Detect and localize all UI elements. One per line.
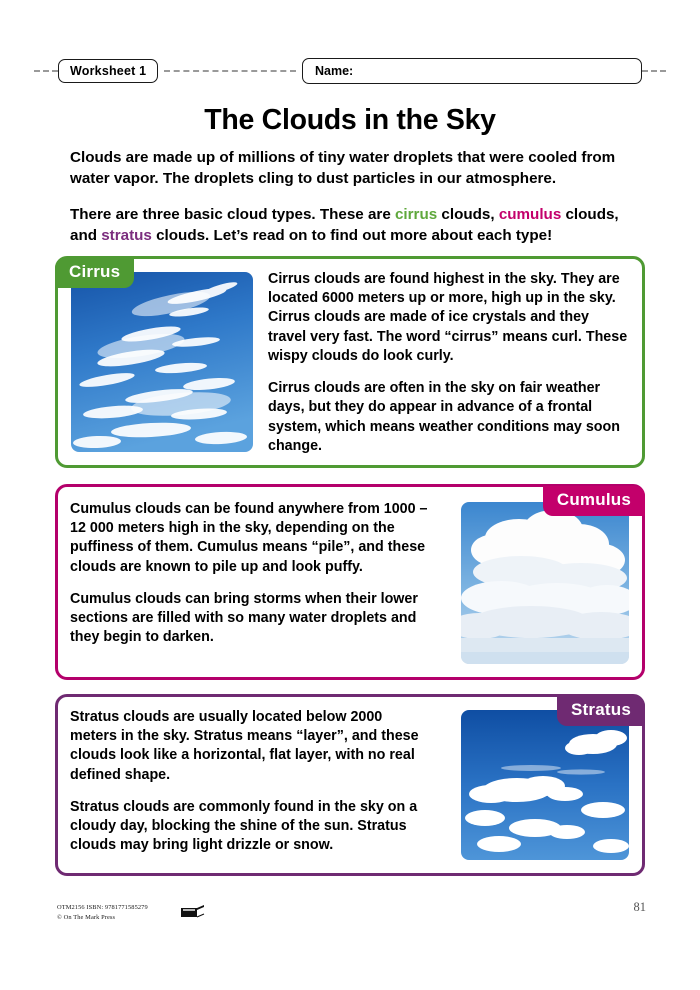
name-field[interactable] [302,58,642,84]
cirrus-label-tab [55,258,134,288]
worksheet-label: Worksheet 1 [70,64,147,78]
stratus-label-text: Stratus [571,700,631,719]
worksheet-tab [58,59,158,83]
footer-credits [57,903,148,922]
intro-text-b: clouds, [437,206,499,223]
header-dash-left [34,70,58,72]
cumulus-label-text: Cumulus [556,490,631,509]
stratus-text-block [70,708,428,856]
page-title: The Clouds in the Sky [204,104,496,136]
keyword-cirrus: cirrus [394,206,438,223]
header-dash-right [642,70,666,72]
keyword-cumulus: cumulus [498,206,562,223]
cirrus-paragraph-1: Cirrus clouds are found highest in the sky. They are located 6000 meters up or more, high up in the sky. Cirrus clouds are made of ice crystals and they travel very fast. The word “cirrus” means curl. These wispy clouds do look curly. [268,271,628,364]
stratus-label-tab [557,696,645,726]
cumulus-label-tab [543,486,645,516]
intro-paragraph-1: Clouds are made up of millions of tiny water droplets that were cooled from water vapor. The droplets cling to dust particles in our atmosphere. [70,149,616,187]
cirrus-cloud-image [71,272,253,452]
cumulus-cloud-image [461,502,629,664]
cirrus-text-block [268,270,630,456]
intro-paragraph-2 [70,205,630,246]
intro-text-c: clouds, and [70,206,619,244]
intro-text-a: There are three basic cloud types. These are [70,206,395,223]
stratus-cloud-image [461,710,629,860]
header-dash-middle [164,70,296,72]
cirrus-paragraph-2: Cirrus clouds are often in the sky on fair weather days, but they do appear in advance of a frontal system, which means weather conditions may soon change. [268,380,620,454]
cumulus-paragraph-1: Cumulus clouds can be found anywhere from 1000 – 12 000 meters high in the sky, depending on the puffiness of them. Cumulus means “pile”, and these clouds are known to pile up and look puffy. [70,501,428,575]
footer-publisher-line: © On The Mark Press [57,913,116,921]
name-label: Name: [315,64,354,78]
footer-code-line: OTM2156 ISBN: 9781771585279 [57,904,148,911]
cumulus-paragraph-2: Cumulus clouds can bring storms when their lower sections are filled with so many water droplets and they begin to darken. [70,590,418,646]
header-row [34,56,666,86]
page-number: 81 [633,900,646,914]
publisher-logo-icon [178,903,208,921]
cirrus-label-text: Cirrus [69,262,121,281]
keyword-stratus: stratus [101,226,152,244]
stratus-paragraph-1: Stratus clouds are usually located below 2000 meters in the sky. Stratus means “layer”, and these clouds look like a horizontal, flat layer, with no real defined shape. [70,709,419,783]
stratus-paragraph-2: Stratus clouds are commonly found in the sky on a cloudy day, blocking the shine of the sun. Stratus clouds may bring light drizzle or snow. [70,798,418,854]
cumulus-text-block [70,500,428,648]
intro-text-d: clouds. Let’s read on to find out more about each type! [151,226,553,244]
